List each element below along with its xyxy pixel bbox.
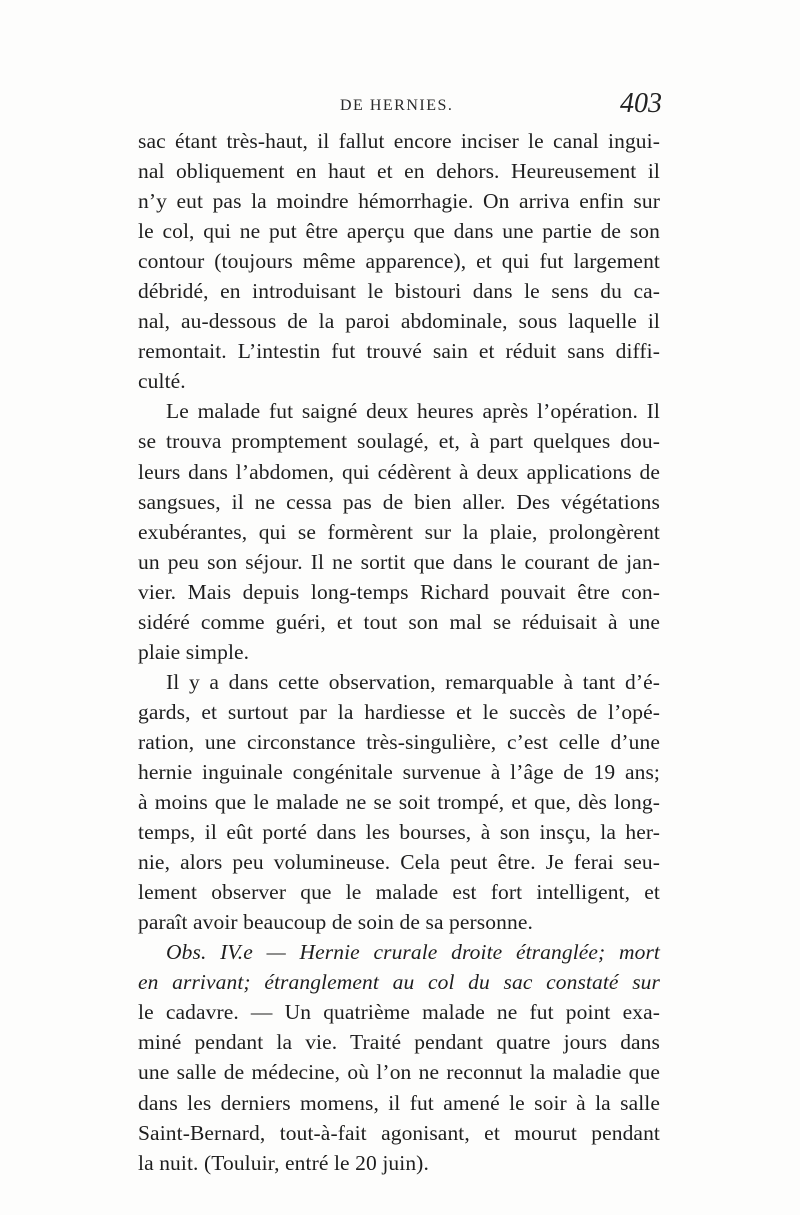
running-title: DE HERNIES. (340, 97, 454, 114)
text-line: le col, qui ne put être aperçu que dans une partie de son (138, 219, 660, 244)
text-line: à moins que le malade ne se soit trompé, et que, dès long- (138, 790, 660, 815)
text-line: gards, et surtout par la hardiesse et le succès de l’opé- (138, 699, 660, 724)
page-number: 403 (620, 88, 662, 119)
text-line: leurs dans l’abdomen, qui cédèrent à deux applications de (138, 459, 660, 484)
text-line: plaie simple. (138, 639, 250, 664)
text-line: la nuit. (Touluir, entré le 20 juin). (138, 1150, 429, 1175)
text-line: ration, une circonstance très-singulière, c’est celle d’une (138, 729, 660, 754)
text-line: sangsues, il ne cessa pas de bien aller. Des végétations (138, 489, 660, 514)
text-line: sac étant très-haut, il fallut encore inciser le canal ingui- (138, 129, 660, 153)
text-line: culté. (138, 369, 186, 394)
text-line: nal obliquement en haut et en dehors. Heureusement il (138, 159, 660, 184)
body-text (138, 126, 660, 1178)
text-line: sidéré comme guéri, et tout son mal se réduisait à une (138, 609, 660, 634)
text-line: hernie inguinale congénitale survenue à l’âge de 19 ans; (138, 759, 660, 784)
text-line: Saint-Bernard, tout-à-fait agonisant, et mourut pendant (138, 1120, 660, 1145)
text-line: Le malade fut saigné deux heures après l’opération. Il (166, 399, 660, 424)
text-line: nal, au-dessous de la paroi abdominale, sous laquelle il (138, 309, 660, 334)
text-line: exubérantes, qui se formèrent sur la plaie, prolongèrent (138, 519, 660, 544)
text-line: une salle de médecine, où l’on ne reconnut la maladie que (138, 1060, 660, 1085)
text-line: un peu son séjour. Il ne sortit que dans le courant de jan- (138, 549, 660, 574)
text-line: n’y eut pas la moindre hémorrhagie. On arriva enfin sur (138, 189, 660, 214)
text-line: contour (toujours même apparence), et qui fut largement (138, 249, 660, 274)
text-line: paraît avoir beaucoup de soin de sa personne. (138, 910, 533, 935)
text-line: le cadavre. — Un quatrième malade ne fut point exa- (138, 1000, 660, 1025)
text-line: temps, il eût porté dans les bourses, à son insçu, la her- (138, 820, 660, 845)
text-line: Il y a dans cette observation, remarquable à tant d’é- (166, 669, 660, 694)
text-line: se trouva promptement soulagé, et, à part quelques dou- (138, 429, 660, 454)
observation-heading-line: en arrivant; étranglement au col du sac constaté sur (138, 970, 660, 995)
text-line: lement observer que le malade est fort intelligent, et (138, 880, 660, 905)
text-line: débridé, en introduisant le bistouri dans le sens du ca- (138, 279, 660, 304)
text-line: miné pendant la vie. Traité pendant quatre jours dans (138, 1030, 660, 1055)
text-line: vier. Mais depuis long-temps Richard pouvait être con- (138, 579, 660, 604)
observation-heading-line: Obs. IV.e — Hernie crurale droite étranglée; mort (166, 940, 660, 965)
text-line: nie, alors peu volumineuse. Cela peut être. Je ferai seu- (138, 850, 660, 875)
text-line: remontait. L’intestin fut trouvé sain et réduit sans diffi- (138, 339, 660, 364)
text-line: dans les derniers momens, il fut amené le soir à la salle (138, 1090, 660, 1115)
